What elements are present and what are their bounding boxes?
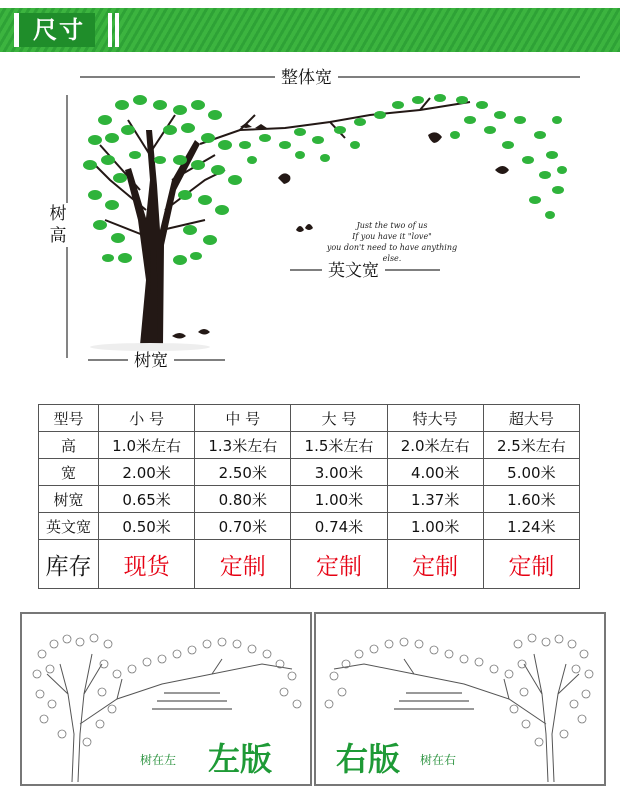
stock-cell: 定制 — [483, 540, 579, 589]
tree-width-label: 树宽 — [128, 351, 174, 371]
table-cell: 2.00米 — [99, 459, 195, 486]
table-cell: 1.5米左右 — [291, 432, 387, 459]
row-label: 高 — [39, 432, 99, 459]
table-header-cell: 大 号 — [291, 405, 387, 432]
table-header-row — [39, 405, 580, 432]
tree-diagram — [0, 60, 620, 390]
row-label: 树宽 — [39, 486, 99, 513]
table-cell: 3.00米 — [291, 459, 387, 486]
quote-line-3: you don't need to have anything else. — [326, 243, 458, 263]
table-cell: 1.00米 — [387, 513, 483, 540]
table-header-cell: 超大号 — [483, 405, 579, 432]
stock-cell: 定制 — [291, 540, 387, 589]
stock-cell: 现货 — [99, 540, 195, 589]
section-banner — [0, 0, 620, 58]
stock-cell: 定制 — [195, 540, 291, 589]
table-header-cell: 型号 — [39, 405, 99, 432]
version-big-label: 左版 — [208, 740, 273, 778]
table-header-cell: 小 号 — [99, 405, 195, 432]
table-cell: 4.00米 — [387, 459, 483, 486]
overall-width-label: 整体宽 — [275, 68, 338, 88]
table-header-cell: 特大号 — [387, 405, 483, 432]
stock-label: 库存 — [39, 540, 99, 589]
table-row — [39, 459, 580, 486]
table-cell: 1.37米 — [387, 486, 483, 513]
table-row — [39, 513, 580, 540]
table-cell: 0.65米 — [99, 486, 195, 513]
english-width-label: 英文宽 — [322, 261, 385, 281]
quote-line-2: If you have it "love" — [352, 232, 432, 241]
quote-line-1: Just the two of us — [356, 221, 428, 230]
left-version-preview — [20, 612, 312, 786]
table-cell: 2.50米 — [195, 459, 291, 486]
table-cell: 1.3米左右 — [195, 432, 291, 459]
table-cell: 0.74米 — [291, 513, 387, 540]
table-cell: 0.80米 — [195, 486, 291, 513]
table-cell: 0.70米 — [195, 513, 291, 540]
table-cell: 1.24米 — [483, 513, 579, 540]
tree-height-label: 树高 — [47, 203, 69, 247]
size-table — [38, 404, 580, 589]
version-small-label: 树在右 — [420, 753, 457, 767]
table-cell: 2.5米左右 — [483, 432, 579, 459]
table-cell: 1.00米 — [291, 486, 387, 513]
table-cell: 2.0米左右 — [387, 432, 483, 459]
quote-text — [322, 220, 462, 264]
table-header-cell: 中 号 — [195, 405, 291, 432]
stock-cell: 定制 — [387, 540, 483, 589]
table-cell: 1.60米 — [483, 486, 579, 513]
version-small-label: 树在左 — [140, 753, 177, 767]
table-cell: 5.00米 — [483, 459, 579, 486]
table-cell: 0.50米 — [99, 513, 195, 540]
version-big-label: 右版 — [336, 740, 401, 778]
section-title: 尺寸 — [14, 13, 95, 47]
stock-row — [39, 540, 580, 589]
banner-ticks — [108, 13, 122, 47]
right-version-preview — [314, 612, 606, 786]
table-row — [39, 432, 580, 459]
tree-illustration — [0, 60, 620, 390]
table-row — [39, 486, 580, 513]
row-label: 英文宽 — [39, 513, 99, 540]
table-cell: 1.0米左右 — [99, 432, 195, 459]
row-label: 宽 — [39, 459, 99, 486]
